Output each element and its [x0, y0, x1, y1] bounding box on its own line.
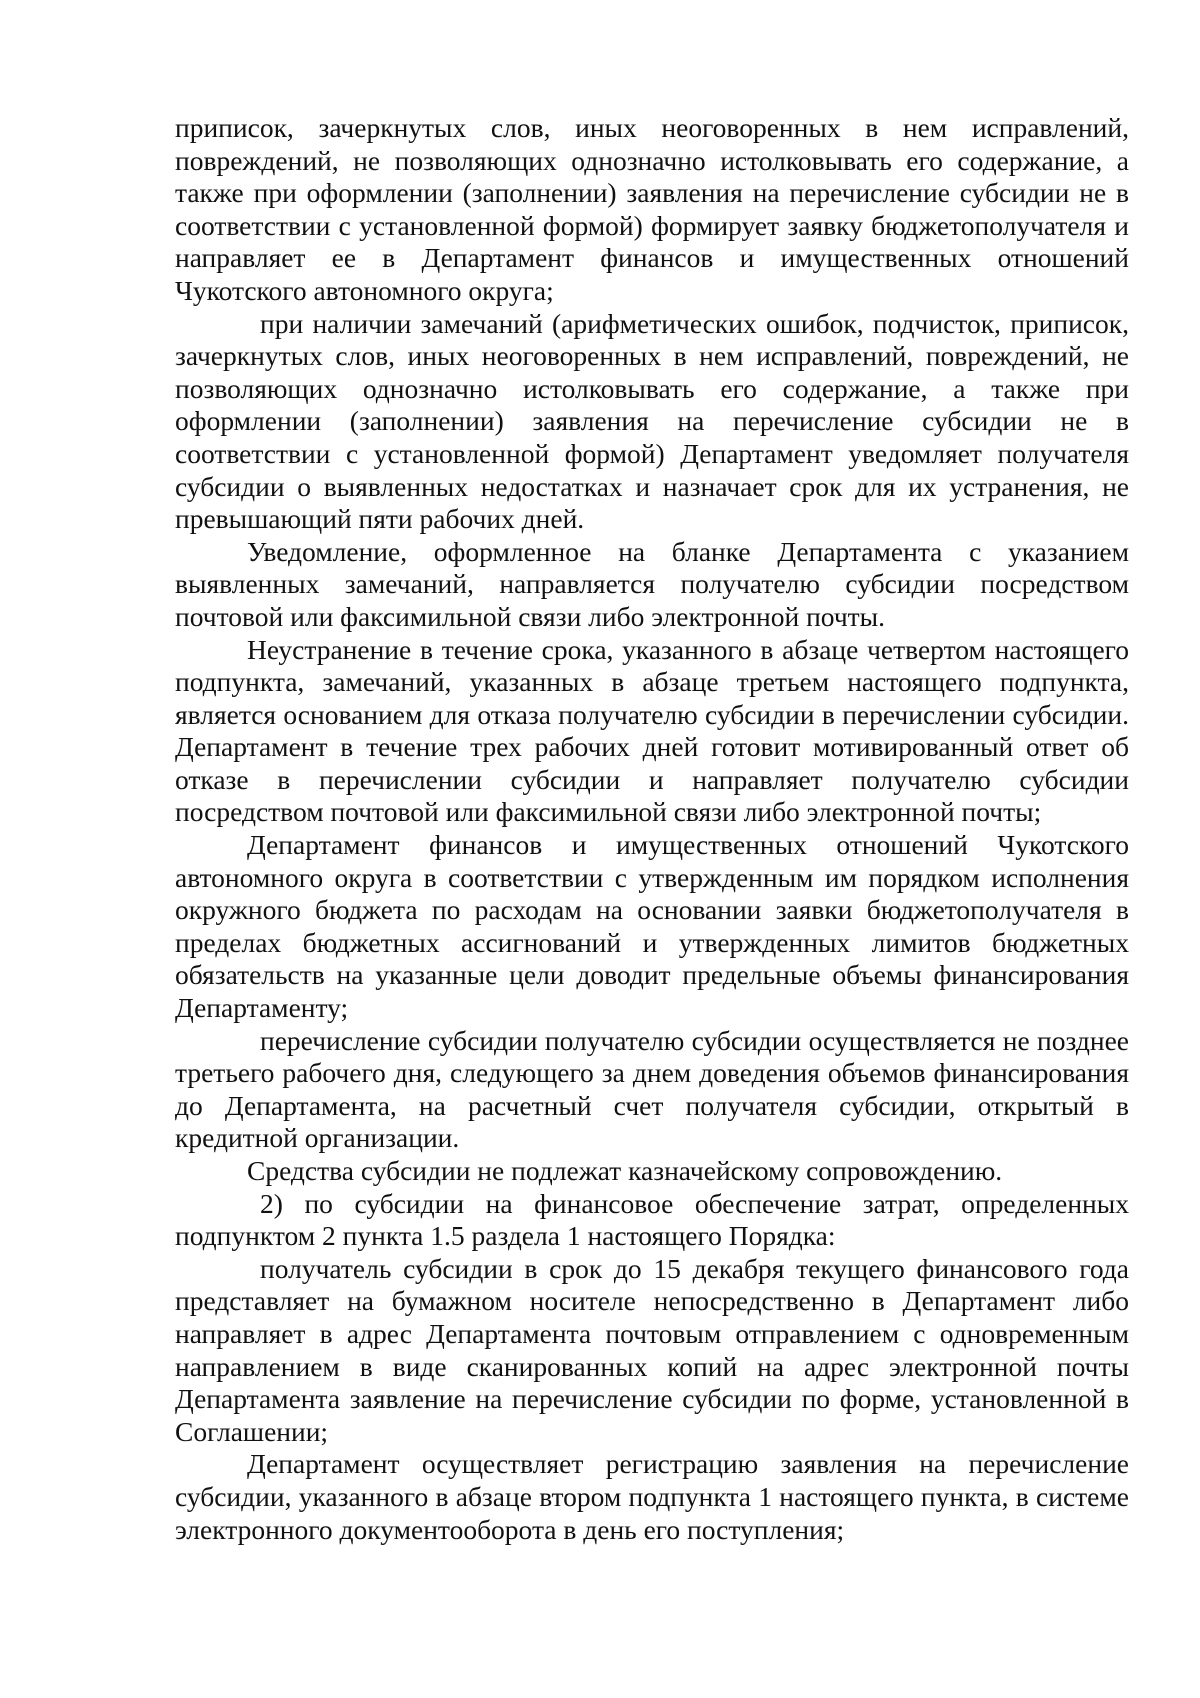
paragraph-2: при наличии замечаний (арифметических ошибок, подчисток, приписок, зачеркнутых слов, иных неоговоренных в нем исправлений, повреждений, не позволяющих однозначно истолковывать его содержание, а также при оформлении (заполнении) заявления на перечисление субсидии не в соответствии с установленной формой) Департамент уведомляет получателя субсидии о выявленных недостатках и назначает срок для их устранения, не превышающий пяти рабочих дней. [175, 307, 1129, 535]
document-page [175, 112, 1129, 1546]
paragraph-3: Уведомление, оформленное на бланке Департамента с указанием выявленных замечаний, направляется получателю субсидии посредством почтовой или факсимильной связи либо электронной почты. [175, 535, 1129, 632]
paragraph-4: Неустранение в течение срока, указанного в абзаце четвертом настоящего подпункта, замечаний, указанных в абзаце третьем настоящего подпункта, является основанием для отказа получателю субсидии в перечислении субсидии. Департамент в течение трех рабочих дней готовит мотивированный ответ об отказе в перечислении субсидии и направляет получателю субсидии посредством почтовой или факсимильной связи либо электронной почты; [175, 633, 1129, 828]
paragraph-7: Средства субсидии не подлежат казначейскому сопровождению. [247, 1155, 1003, 1186]
paragraph-10: Департамент осуществляет регистрацию заявления на перечисление субсидии, указанного в абзаце втором подпункта 1 настоящего пункта, в системе электронного документооборота в день его поступления; [175, 1448, 1129, 1545]
paragraph-8: 2) по субсидии на финансовое обеспечение затрат, определенных подпунктом 2 пункта 1.5 раздела 1 настоящего Порядка: [175, 1187, 1129, 1252]
paragraph-5: Департамент финансов и имущественных отношений Чукотского автономного округа в соответствии с утвержденным им порядком исполнения окружного бюджета по расходам на основании заявки бюджетополучателя в пределах бюджетных ассигнований и утвержденных лимитов бюджетных обязательств на указанные цели доводит предельные объемы финансирования Департаменту; [175, 829, 1129, 1024]
paragraph-1: приписок, зачеркнутых слов, иных неоговоренных в нем исправлений, повреждений, не позволяющих однозначно истолковывать его содержание, а также при оформлении (заполнении) заявления на перечисление субсидии не в соответствии с установленной формой) формирует заявку бюджетополучателя и направляет ее в Департамент финансов и имущественных отношений Чукотского автономного округа; [175, 112, 1129, 306]
paragraph-6: перечисление субсидии получателю субсидии осуществляется не позднее третьего рабочего дня, следующего за днем доведения объемов финансирования до Департамента, на расчетный счет получателя субсидии, открытый в кредитной организации. [175, 1024, 1129, 1154]
paragraph-9: получатель субсидии в срок до 15 декабря текущего финансового года представляет на бумажном носителе непосредственно в Департамент либо направляет в адрес Департамента почтовым отправлением с одновременным направлением в виде сканированных копий на адрес электронной почты Департамента заявление на перечисление субсидии по форме, установленной в Соглашении; [175, 1252, 1129, 1447]
